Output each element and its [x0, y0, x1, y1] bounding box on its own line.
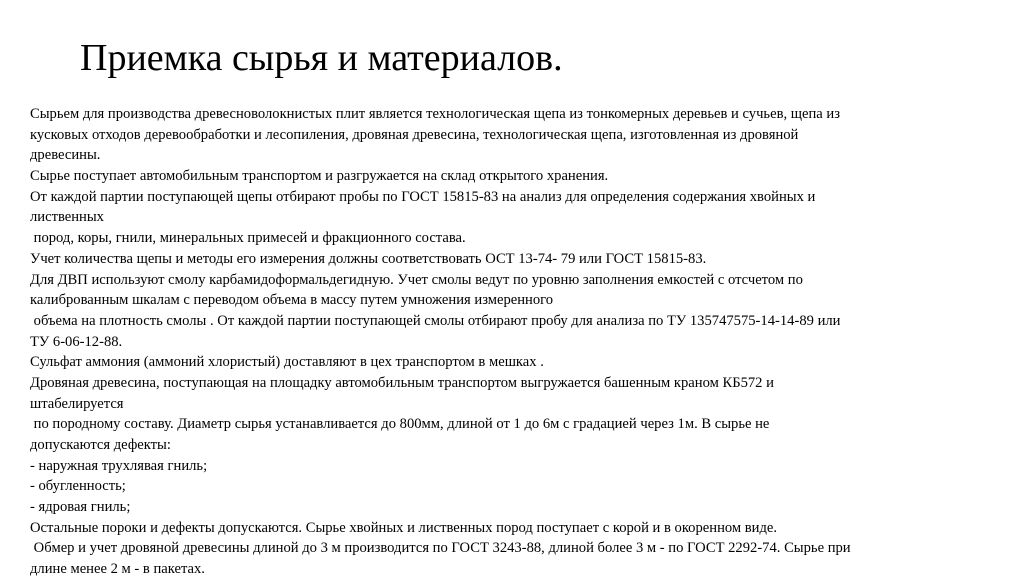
body-line: - ядровая гниль;	[30, 499, 131, 516]
body-line: длине менее 2 м - в пакетах.	[30, 561, 205, 578]
body-line: Для ДВП используют смолу карбамидоформальдегидную. Учет смолы ведут по уровню заполнения емкостей с отсчетом по	[30, 271, 803, 288]
body-line: Учет количества щепы и методы его измерения должны соответствовать ОСТ 13-74- 79 или ГОСТ 15815-83.	[30, 250, 707, 267]
body-line: штабелируется	[30, 395, 124, 412]
body-line: древесины.	[30, 147, 101, 164]
body-line: ТУ 6-06-12-88.	[30, 333, 123, 350]
body-line: Сырьем для производства древесноволокнистых плит является технологическая щепа из тонкомерных деревьев и сучьев, щепа из	[30, 106, 840, 122]
body-line: Дровяная древесина, поступающая на площадку автомобильным транспортом выгружается башенным краном КБ572 и	[30, 374, 774, 391]
body-line: допускаются дефекты:	[30, 437, 171, 453]
body-line: пород, коры, гнили, минеральных примесей и фракционного состава.	[30, 230, 466, 247]
body-line: Обмер и учет дровяной древесины длиной до 3 м производится по ГОСТ 3243-88, длиной более 3 м - по ГОСТ 2292-74. Сырье при	[30, 540, 851, 557]
body-line: Сульфат аммония (аммоний хлористый) доставляют в цех транспортом в мешках .	[30, 354, 544, 371]
body-line: Сырье поступает автомобильным транспортом и разгружается на склад открытого хранения.	[30, 168, 609, 185]
body-line: - наружная трухлявая гниль;	[30, 457, 208, 474]
slide-body	[30, 104, 998, 580]
body-line: От каждой партии поступающей щепы отбирают пробы по ГОСТ 15815-83 на анализ для определения содержания хвойных и	[30, 188, 816, 205]
body-line: по породному составу. Диаметр сырья устанавливается до 800мм, длиной от 1 до 6м с градацией через 1м. В сырье не	[30, 416, 770, 433]
body-line: калиброванным шкалам с переводом объема в массу путем умножения измеренного	[30, 292, 554, 309]
body-line: кусковых отходов деревообработки и лесопиления, дровяная древесина, технологическая щепа, изготовленная из дровяной	[30, 126, 799, 143]
body-line: - обугленность;	[30, 478, 126, 495]
body-line: лиственных	[30, 209, 104, 226]
body-line: объема на плотность смолы . От каждой партии поступающей смолы отбирают пробу для анализа по ТУ 135747575-14-14-89 или	[30, 312, 841, 329]
body-line: Остальные пороки и дефекты допускаются. Сырье хвойных и лиственных пород поступает с корой и в окоренном виде.	[30, 519, 778, 536]
slide-title: Приемка сырья и материалов.	[80, 37, 563, 79]
